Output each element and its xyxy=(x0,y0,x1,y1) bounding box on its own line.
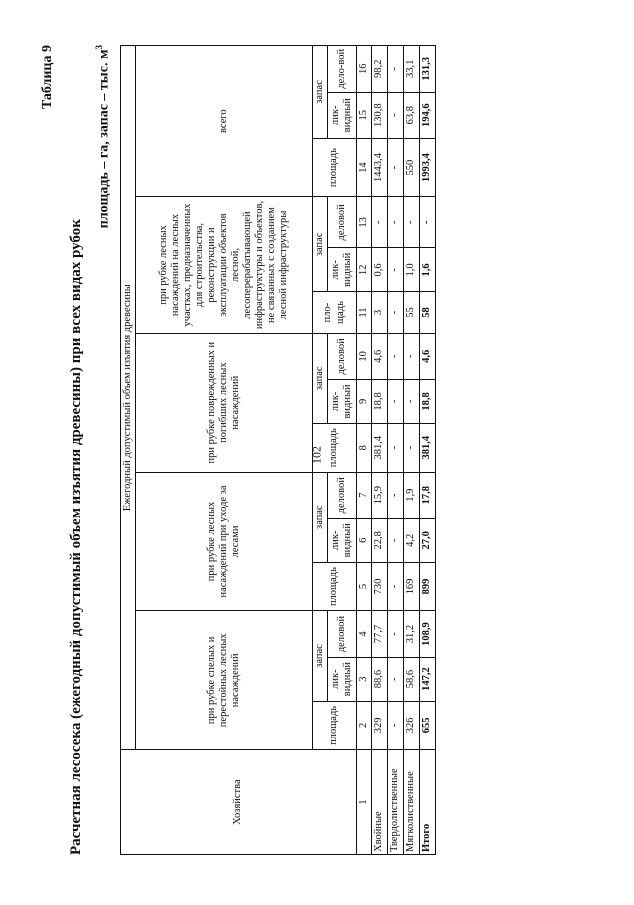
table-cell: - xyxy=(388,701,404,750)
units-note xyxy=(94,45,113,228)
table-cell: 550 xyxy=(404,138,420,196)
column-number-row xyxy=(357,46,372,855)
table-cell: - xyxy=(388,248,404,292)
column-number: 5 xyxy=(357,562,372,611)
table-row xyxy=(372,46,388,855)
table-cell: 4,6 xyxy=(420,333,436,379)
row-label: Твердолиственные xyxy=(388,750,404,855)
table-cell: 147,2 xyxy=(420,657,436,701)
table-cell: 0,6 xyxy=(372,248,388,292)
header-liquid-2: лик-видный xyxy=(328,518,357,562)
table-cell: - xyxy=(388,423,404,472)
table-cell: - xyxy=(388,333,404,379)
table-cell: 108,9 xyxy=(420,611,436,657)
page-number: 102 xyxy=(309,446,324,464)
header-stock-3: запас xyxy=(313,333,328,423)
header-area-3: площадь xyxy=(313,423,357,472)
row-label: Итого xyxy=(420,750,436,855)
header-group: Ежегодный допустимый объем изъятия древесины xyxy=(121,46,136,750)
column-number: 7 xyxy=(357,472,372,518)
table-cell: - xyxy=(388,611,404,657)
table-cell: - xyxy=(404,197,420,248)
table-cell: 1,0 xyxy=(404,248,420,292)
header-stock-2: запас xyxy=(313,472,328,562)
table-cell: - xyxy=(420,197,436,248)
table-container xyxy=(120,45,436,855)
header-row-measures xyxy=(313,46,328,855)
table-cell: 130,8 xyxy=(372,92,388,138)
table-cell: 55 xyxy=(404,292,420,333)
table-cell: - xyxy=(404,423,420,472)
table-cell: - xyxy=(388,657,404,701)
column-number: 9 xyxy=(357,380,372,424)
table-cell: 22,8 xyxy=(372,518,388,562)
table-cell: 899 xyxy=(420,562,436,611)
column-number: 13 xyxy=(357,197,372,248)
table-cell: 169 xyxy=(404,562,420,611)
table-cell: 131,3 xyxy=(420,46,436,93)
table-cell: - xyxy=(388,292,404,333)
table-cell: 1,9 xyxy=(404,472,420,518)
table-cell: 18,8 xyxy=(420,380,436,424)
table-cell: 88,6 xyxy=(372,657,388,701)
table-cell: 3 xyxy=(372,292,388,333)
table-cell: 58,6 xyxy=(404,657,420,701)
column-number: 4 xyxy=(357,611,372,657)
header-liquid-1: лик-видный xyxy=(328,657,357,701)
table-cell: - xyxy=(388,380,404,424)
table-cell: 33,1 xyxy=(404,46,420,93)
table-cell: 1,6 xyxy=(420,248,436,292)
table-cell: 98,2 xyxy=(372,46,388,93)
header-business-4: деловой xyxy=(328,197,357,248)
column-number: 11 xyxy=(357,292,372,333)
table-cell: 326 xyxy=(404,701,420,750)
header-liquid-4: лик-видный xyxy=(328,248,357,292)
header-farm: Хозяйства xyxy=(121,750,357,855)
table-cell: 77,7 xyxy=(372,611,388,657)
table-cell: 655 xyxy=(420,701,436,750)
table-cell: 1443,4 xyxy=(372,138,388,196)
header-row-group xyxy=(121,46,136,855)
header-cat3: при рубке поврежденных и погибших лесных насаждений xyxy=(136,333,313,472)
table-cell: 730 xyxy=(372,562,388,611)
table-cell: - xyxy=(404,333,420,379)
table-cell: 18,8 xyxy=(372,380,388,424)
table-cell: 31,2 xyxy=(404,611,420,657)
felling-table xyxy=(120,45,436,855)
header-cat2: при рубке лесных насаждений при уходе за лесами xyxy=(136,472,313,611)
column-number: 3 xyxy=(357,657,372,701)
table-cell: 381,4 xyxy=(372,423,388,472)
header-business-5: дело-вой xyxy=(328,46,357,93)
table-cell: - xyxy=(404,380,420,424)
units-superscript: 3 xyxy=(94,45,104,50)
table-cell: 4,2 xyxy=(404,518,420,562)
header-row-categories xyxy=(136,46,313,855)
table-cell: 63,8 xyxy=(404,92,420,138)
column-number: 6 xyxy=(357,518,372,562)
column-number: 8 xyxy=(357,423,372,472)
header-cat1: при рубке спелых и перестойных лесных насаждений xyxy=(136,611,313,750)
table-cell: 58 xyxy=(420,292,436,333)
table-cell: - xyxy=(388,197,404,248)
header-liquid-5: лик-видный xyxy=(328,92,357,138)
table-cell: - xyxy=(388,472,404,518)
header-area-1: площадь xyxy=(313,701,357,750)
units-text: площадь – га, запас – тыс. м xyxy=(96,49,112,229)
table-cell: 329 xyxy=(372,701,388,750)
column-number: 2 xyxy=(357,701,372,750)
table-cell: 381,4 xyxy=(420,423,436,472)
header-business-3: деловой xyxy=(328,333,357,379)
header-cat5: всего xyxy=(136,46,313,197)
table-cell: 15,9 xyxy=(372,472,388,518)
table-cell: 1993,4 xyxy=(420,138,436,196)
table-cell: 27,0 xyxy=(420,518,436,562)
header-area-5: площадь xyxy=(313,138,357,196)
column-number: 15 xyxy=(357,92,372,138)
table-cell: 194,6 xyxy=(420,92,436,138)
table-cell: - xyxy=(388,518,404,562)
header-business-1: деловой xyxy=(328,611,357,657)
table-cell: - xyxy=(372,197,388,248)
table-cell: 4,6 xyxy=(372,333,388,379)
table-cell: - xyxy=(388,46,404,93)
column-number: 14 xyxy=(357,138,372,196)
table-row xyxy=(404,46,420,855)
rotated-page-content xyxy=(38,45,508,855)
table-row-total xyxy=(420,46,436,855)
header-area-4: пло-щадь xyxy=(313,292,357,333)
header-stock-5: запас xyxy=(313,46,328,139)
header-liquid-3: лик-видный xyxy=(328,380,357,424)
table-row xyxy=(388,46,404,855)
table-cell: - xyxy=(388,562,404,611)
header-stock-1: запас xyxy=(313,611,328,701)
table-cell: - xyxy=(388,138,404,196)
row-label: Хвойные xyxy=(372,750,388,855)
column-number: 10 xyxy=(357,333,372,379)
table-cell: - xyxy=(388,92,404,138)
column-number: 16 xyxy=(357,46,372,93)
header-stock-4: запас xyxy=(313,197,328,292)
column-number: 1 xyxy=(357,750,372,855)
row-label: Мягколиственные xyxy=(404,750,420,855)
header-area-2: площадь xyxy=(313,562,357,611)
header-business-2: деловой xyxy=(328,472,357,518)
table-cell: 17,8 xyxy=(420,472,436,518)
page-title: Расчетная лесосека (ежегодный допустимый объем изъятия древесины) при всех видах рубок xyxy=(68,219,84,855)
column-number: 12 xyxy=(357,248,372,292)
table-label: Таблица 9 xyxy=(40,45,55,110)
header-cat4: при рубке лесных насаждений на лесных участках, предназначенных для строительства, реконструкции и эксплуатации объектов лесной, лесоперерабатывающей инфраструктуры и объектов, не связанных с созданием лесной инфраструктуры xyxy=(136,197,313,333)
